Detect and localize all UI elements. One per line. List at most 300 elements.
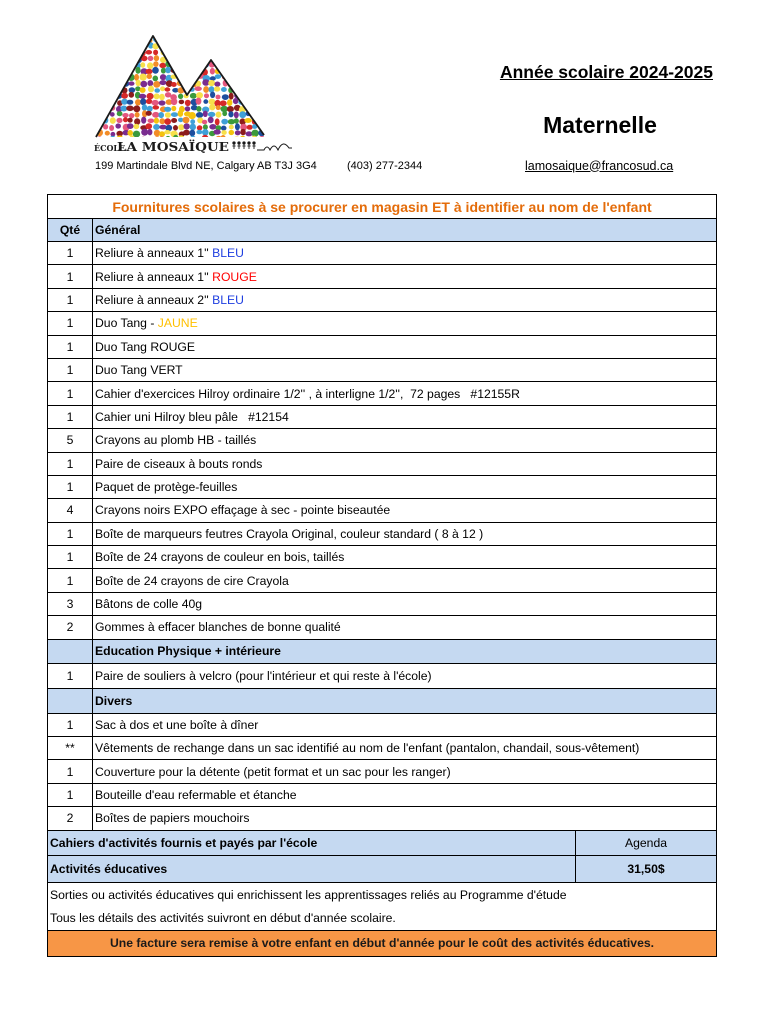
mosaic-tile [179,100,185,105]
supply-list-title: Fournitures scolaires à se procurer en magasin ET à identifier au nom de l'enfant [112,198,652,215]
item-quantity: 2 [48,616,93,638]
mosaic-tile [148,119,155,124]
mosaic-tile [103,39,110,43]
mosaic-tile [122,36,127,42]
item-description: Duo Tang VERT [95,363,183,378]
mosaic-tile [179,69,184,75]
mosaic-tile [110,56,117,62]
mosaic-tile [196,51,201,56]
item-quantity: 1 [48,289,93,311]
mosaic-tile [148,86,154,93]
mosaic-tile [117,50,123,55]
mosaic-tile [123,117,128,122]
mosaic-tile [130,50,135,56]
mosaic-tile [183,117,190,124]
mosaic-tile [234,87,241,93]
mosaic-tile [209,32,215,36]
mosaic-tile [233,137,241,142]
mosaic-tile [222,111,227,116]
mosaic-tile [222,94,229,100]
item-quantity: 1 [48,242,93,264]
mosaic-tile [178,36,184,42]
mosaic-tile [253,86,259,91]
mosaic-tile [235,32,241,36]
mosaic-tile [91,61,97,66]
mosaic-tile [234,112,239,119]
mosaic-tile [92,37,99,44]
mosaic-tile [103,95,111,100]
table-row [48,523,716,546]
mosaic-tile [259,111,265,117]
mosaic-tile [216,105,221,110]
mosaic-tile [140,81,147,88]
mosaic-tile [110,136,116,141]
mosaic-tile [214,38,221,43]
mosaic-tile [96,38,103,44]
mosaic-tile [189,38,196,45]
mosaic-tile [159,94,165,101]
mosaic-tile [185,100,191,106]
mosaic-tile [203,111,208,117]
mosaic-tile [147,93,154,100]
mosaic-tile [191,74,196,79]
mosaic-tile [196,92,203,98]
mosaic-tile [116,32,123,36]
item-quantity: 1 [48,784,93,806]
item-quantity: 1 [48,453,93,475]
mosaic-tile [203,56,208,63]
mosaic-tile [259,136,265,141]
mosaic-tile [98,44,103,50]
mosaic-tile [102,55,109,62]
item-text: Reliure à anneaux 1'' [95,246,213,261]
mosaic-tile [122,60,127,67]
item-description: Gommes à effacer blanches de bonne qualité [95,620,341,635]
mosaic-tile [246,101,253,106]
item-quantity: ** [48,737,93,759]
mosaic-tile [241,92,247,99]
mosaic-tile [103,43,108,49]
mosaic-tile [229,125,234,130]
item-description: Crayons noirs EXPO effaçage à sec - pointe biseautée [95,503,391,518]
item-color-word: BLEU [212,246,244,261]
mosaic-tile [221,130,226,135]
mosaic-tile [258,100,264,106]
mosaic-tile [252,67,259,74]
mosaic-tile [142,38,148,44]
mosaic-tile [239,74,246,78]
mosaic-tile [104,74,110,78]
mosaic-tile [122,68,129,73]
mosaic-tile [117,38,122,43]
mosaic-tile [203,99,208,104]
mosaic-tile [116,63,123,68]
mosaic-tile [139,94,146,99]
mosaic-tile [165,67,171,74]
mosaic-tile [240,44,245,50]
mosaic-tile [234,118,239,123]
table-row [48,312,716,335]
mosaic-tile [159,118,165,124]
mosaic-tile [116,74,123,81]
item-description: Boîte de 24 crayons de cire Crayola [95,573,289,588]
mosaic-tile [209,50,215,55]
item-quantity: 3 [48,593,93,615]
mosaic-tile [154,118,159,124]
mosaic-tile [246,62,251,68]
mosaic-tile [196,55,202,61]
table-row [48,406,716,429]
mosaic-tile [135,112,140,118]
mosaic-tile [96,32,102,38]
mosaic-tile [109,63,115,68]
mosaic-tile [258,56,265,63]
mosaic-tile [178,110,184,117]
mosaic-tile [210,92,215,98]
mosaic-tile [239,111,246,118]
mosaic-tile [221,37,226,42]
mosaic-tile [229,130,235,135]
mosaic-tile [240,79,245,86]
mosaic-tile [103,32,109,37]
table-row [48,429,716,452]
mosaic-tile [221,50,226,54]
mosaic-tile [109,125,114,131]
mosaic-tile [208,80,215,86]
mosaic-tile [122,49,128,53]
mosaic-tile [239,49,245,56]
mosaic-tile [92,68,97,74]
mosaic-tile [159,100,166,105]
mosaic-tile [252,106,259,111]
mosaic-tile [202,129,209,136]
mosaic-tile [97,51,104,57]
mosaic-tile [153,50,158,56]
mosaic-tile [146,50,153,55]
mosaic-tile [123,32,130,36]
mosaic-tile [246,68,252,74]
mosaic-tile [252,44,258,49]
item-quantity: 1 [48,714,93,736]
mosaic-tile [99,117,105,123]
item-quantity: 1 [48,265,93,287]
mosaic-tile [164,130,170,134]
mosaic-tile [97,98,104,104]
summary-row [48,831,716,856]
item-description: Paire de ciseaux à bouts ronds [95,456,263,471]
mosaic-tile [251,130,258,137]
mosaic-tile [221,32,226,38]
mosaic-tile [196,62,203,67]
mosaic-tile [246,32,253,36]
mosaic-tile [110,50,116,57]
mosaic-tile [98,80,105,85]
mosaic-tile [159,38,164,44]
mosaic-tile [153,61,158,67]
mosaic-tile [227,99,232,106]
mosaic-tile [146,69,153,74]
mosaic-tile [96,63,102,69]
section-header-physical-education: Education Physique + intérieure [93,640,716,663]
mosaic-tile [110,44,116,49]
mosaic-tile [135,99,141,105]
item-quantity: 1 [48,406,93,428]
mosaic-tile [190,119,195,124]
item-description [93,289,716,311]
mosaic-tile [240,32,245,38]
mosaic-tile [109,32,114,36]
mosaic-tile [128,37,135,42]
item-quantity: 1 [48,476,93,498]
mosaic-tile [216,112,222,118]
mosaic-tile [190,93,197,99]
section-header-misc: Divers [93,689,716,713]
mosaic-tile [240,129,245,136]
mosaic-tile [146,32,153,37]
mosaic-tile [189,32,196,38]
mosaic-tile [146,99,152,104]
mosaic-tile [246,131,253,136]
mosaic-tile [176,56,184,61]
mosaic-tile [177,43,184,49]
item-quantity: 1 [48,664,93,688]
table-row [48,616,716,639]
mosaic-tile [129,92,135,98]
mosaic-tile [126,106,134,112]
mosaic-tile [141,117,146,124]
mosaic-tile [204,32,210,37]
section-header-row [48,689,716,714]
mosaic-tile [133,124,139,129]
table-row [48,499,716,522]
mosaic-tile [184,32,190,37]
mosaic-tile [109,88,115,94]
mosaic-tile [190,57,196,63]
mosaic-tile [121,93,128,99]
item-text: Reliure à anneaux 2'' [95,292,213,307]
mosaic-tile [197,125,203,130]
table-row [48,242,716,265]
mosaic-tile [165,112,171,118]
mosaic-tile [210,38,215,44]
mosaic-tile [258,118,264,123]
mosaic-tile [141,129,148,136]
mosaic-tile [171,106,176,111]
mosaic-tile [91,56,97,61]
mosaic-tile [152,67,159,74]
mosaic-tile [122,113,128,118]
mosaic-tile [213,129,220,134]
item-quantity: 1 [48,569,93,591]
mosaic-tile [234,82,242,86]
mosaic-tile [197,32,202,37]
mosaic-tile [189,130,195,137]
mosaic-tile [159,80,166,85]
mosaic-tile [92,81,97,88]
mosaic-tile [110,117,116,124]
mosaic-tile [91,105,97,111]
mosaic-tile [233,68,240,75]
section-header-general: Général [93,219,716,241]
mosaic-tile [103,69,111,74]
qty-blank-cell [48,640,93,663]
mosaic-tile [177,63,184,69]
mosaic-tile [221,62,228,68]
mosaic-tile [185,106,191,111]
mosaic-tile [110,81,116,87]
table-header-row [48,219,716,242]
mosaic-tile [246,43,251,50]
table-row [48,807,716,830]
mosaic-tile [240,136,246,143]
mosaic-tile [253,100,259,105]
grade-title: Maternelle [543,112,657,138]
mosaic-tile [203,49,208,56]
mosaic-tile [89,33,96,38]
table-row [48,359,716,382]
mosaic-tile [140,62,145,68]
mosaic-tile [215,118,220,125]
mosaic-tile [171,118,177,123]
item-description: Boîte de 24 crayons de couleur en bois, taillés [95,550,345,565]
mosaic-tile [98,111,105,116]
mosaic-tile [122,56,129,63]
mosaic-tile [259,32,265,37]
mosaic-tile [115,42,120,48]
mosaic-tile [216,95,221,100]
mosaic-tile [245,75,251,80]
mosaic-tile [183,130,190,136]
mosaic-tile [105,131,110,136]
mosaic-tile [233,49,240,55]
mosaic-tile [104,50,110,55]
summary-label: Cahiers d'activités fournis et payés par l'école [48,831,576,855]
mosaic-tile [235,123,240,130]
mosaic-tile [166,38,172,43]
mosaic-tile [91,50,98,55]
summary-row [48,856,716,883]
item-color-word: JAUNE [157,316,198,331]
qty-column-header: Qté [48,219,93,241]
mosaic-tile [164,107,171,112]
mosaic-tile [220,100,227,106]
mosaic-tile [239,64,245,69]
mosaic-tile [89,111,97,118]
mosaic-tile [189,69,196,74]
mosaic-tile [147,80,153,86]
mosaic-tile [178,94,183,99]
mosaic-tile [190,124,196,131]
mosaic-tile [202,120,207,125]
mosaic-tile [98,93,103,100]
mosaic-tile [117,69,122,76]
item-quantity: 1 [48,359,93,381]
mosaic-tile [208,112,215,117]
table-row [48,453,716,476]
mosaic-tile [158,112,164,118]
mosaic-tile [209,42,215,49]
mosaic-tile [209,86,215,92]
item-description: Crayons au plomb HB - taillés [95,433,257,448]
mosaic-tile [173,49,178,56]
note-row [48,907,716,931]
mosaic-tile [91,73,98,79]
mosaic-tile [109,37,116,42]
mosaic-tile [259,68,265,73]
mosaic-tile [97,57,102,63]
mosaic-tile [117,111,123,116]
mosaic-tile [235,130,241,135]
mosaic-tile [184,123,190,129]
mosaic-tile [102,106,108,112]
mosaic-tile [184,56,190,63]
mosaic-tile [135,45,140,50]
mosaic-tile [185,80,190,87]
mosaic-tile [164,118,171,125]
mosaic-tile [244,118,251,123]
mosaic-tile [172,57,177,63]
school-email-link[interactable]: lamosaique@francosud.ca [525,158,674,173]
mosaic-tile [110,69,116,74]
item-color-word: ROUGE [212,269,257,284]
item-description: Paire de souliers à velcro (pour l'intérieur et qui reste à l'école) [95,668,432,683]
table-row [48,289,716,312]
mosaic-tile [240,68,245,73]
mosaic-tile [140,98,146,105]
mosaic-tile [227,106,234,112]
item-text: Reliure à anneaux 1'' [95,269,213,284]
table-row [48,664,716,689]
mosaic-tile [204,93,209,98]
mosaic-tile [147,106,153,112]
qty-blank-cell [48,689,93,713]
mosaic-tile [172,37,179,44]
mosaic-tile [185,68,191,74]
mosaic-tile [259,75,265,80]
mosaic-tile [240,87,247,92]
mosaic-tile [146,111,152,116]
school-phone: (403) 277-2344 [347,160,423,172]
mosaic-tile [214,86,220,91]
mosaic-tile [153,76,159,82]
item-color-word: BLEU [212,292,244,307]
school-year: Année scolaire 2024-2025 [499,62,713,82]
mosaic-tile [240,55,245,62]
mosaic-tile [135,67,140,74]
summary-value: 31,50$ [576,856,716,882]
item-description [93,242,716,264]
note-text: Sorties ou activités éducatives qui enrichissent les apprentissages reliés au Programme d'étude [50,887,567,902]
mosaic-tile [221,69,228,75]
mosaic-tile [196,130,202,134]
mosaic-tile [227,62,232,67]
mosaic-tile [209,99,216,105]
item-text: Duo Tang - [95,316,158,331]
mosaic-tile [171,32,176,37]
mosaic-tile [208,117,214,124]
mosaic-tile [154,88,160,93]
section-header-row [48,640,716,664]
item-description: Paquet de protège-feuilles [95,480,238,495]
logo-word-ecole: ÉCOLE [94,143,126,153]
mosaic-tile [195,37,202,43]
mosaic-tile [133,39,140,43]
item-description: Duo Tang ROUGE [95,339,196,354]
mosaic-tile [196,112,203,118]
mosaic-tile [220,56,227,61]
mosaic-tile [97,106,103,110]
item-description: Couverture pour la détente (petit format et un sac pour les ranger) [95,764,451,779]
